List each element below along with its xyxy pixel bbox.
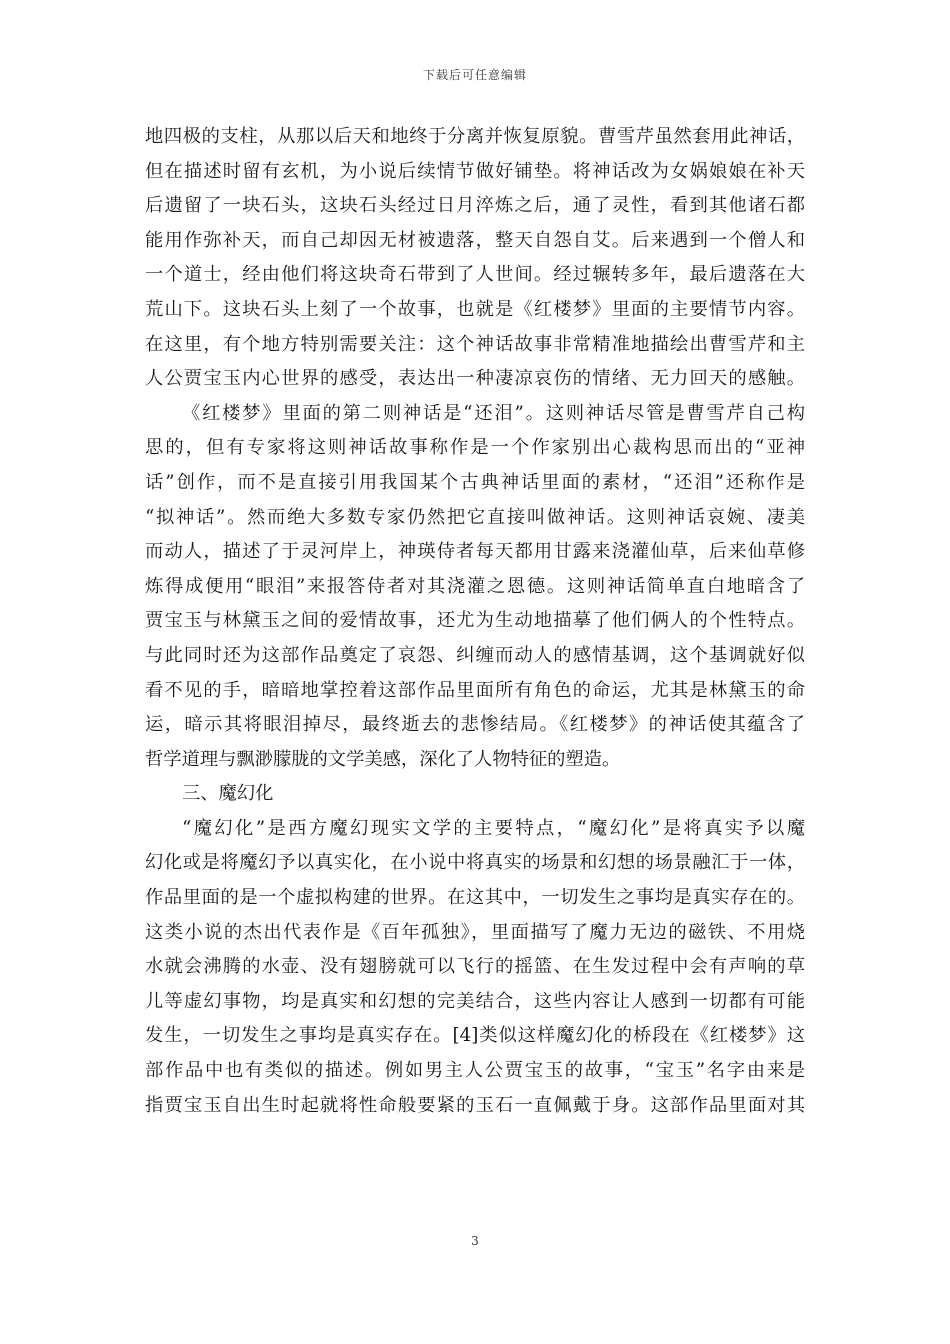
text-line: 作品里面的是一个虚拟构建的世界。在这其中，一切发生之事均是真实存在的。 bbox=[145, 887, 805, 909]
paragraph-start-line: “魔幻化”是西方魔幻现实文学的主要特点，“魔幻化”是将真实予以魔 bbox=[182, 817, 805, 839]
text-line: 看不见的手，暗暗地掌控着这部作品里面所有角色的命运，尤其是林黛玉的命 bbox=[145, 679, 805, 701]
text-line: 思的，但有专家将这则神话故事称作是一个作家别出心裁构思而出的“亚神 bbox=[145, 437, 805, 459]
text-line: 运，暗示其将眼泪掉尽，最终逝去的悲惨结局。《红楼梦》的神话使其蕴含了 bbox=[145, 714, 805, 736]
text-line: 幻化或是将魔幻予以真实化，在小说中将真实的场景和幻想的场景融汇于一体， bbox=[145, 852, 805, 874]
text-line: 话”创作，而不是直接引用我国某个古典神话里面的素材，“还泪”还称作是 bbox=[145, 471, 805, 493]
text-line: 能用作弥补天，而自己却因无材被遗落，整天自怨自艾。后来遇到一个僧人和 bbox=[145, 229, 805, 251]
document-body bbox=[145, 120, 805, 1123]
page-number: 3 bbox=[471, 1234, 479, 1248]
text-line: 部作品中也有类似的描述。例如男主人公贾宝玉的故事，“宝玉”名字由来是 bbox=[145, 1060, 805, 1082]
text-line: 水就会沸腾的水壶、没有翅膀就可以飞行的摇篮、在生发过程中会有声响的草 bbox=[145, 956, 805, 978]
text-line: 这类小说的杰出代表作是《百年孤独》，里面描写了魔力无边的磁铁、不用烧 bbox=[145, 921, 805, 943]
page-header: 下载后可任意编辑 bbox=[422, 68, 527, 82]
text-line: 地四极的支柱，从那以后天和地终于分离并恢复原貌。曹雪芹虽然套用此神话， bbox=[145, 126, 805, 147]
paragraph-end-line: 哲学道理与飘渺朦胧的文学美感，深化了人物特征的塑造。 bbox=[145, 748, 621, 770]
text-line: 发生，一切发生之事均是真实存在。[4]类似这样魔幻化的桥段在《红楼梦》这 bbox=[145, 1025, 805, 1047]
text-line: 在这里，有个地方特别需要关注：这个神话故事非常精准地描绘出曹雪芹和主 bbox=[145, 333, 805, 355]
paragraph-start-line: 《红楼梦》里面的第二则神话是“还泪”。这则神话尽管是曹雪芹自己构 bbox=[182, 402, 805, 424]
text-line: 荒山下。这块石头上刻了一个故事，也就是《红楼梦》里面的主要情节内容。 bbox=[145, 298, 805, 320]
text-line: “拟神话”。然而绝大多数专家仍然把它直接叫做神话。这则神话哀婉、凄美 bbox=[145, 506, 805, 528]
section-heading: 三、魔幻化 bbox=[182, 783, 274, 805]
text-line: 指贾宝玉自出生时起就将性命般要紧的玉石一直佩戴于身。这部作品里面对其 bbox=[145, 1094, 805, 1116]
text-line: 儿等虚幻事物，均是真实和幻想的完美结合，这些内容让人感到一切都有可能 bbox=[145, 990, 805, 1012]
text-line: 而动人，描述了于灵河岸上，神瑛侍者每天都用甘露来浇灌仙草，后来仙草修 bbox=[145, 541, 805, 563]
text-line: 一个道士，经由他们将这块奇石带到了人世间。经过辗转多年，最后遗落在大 bbox=[145, 264, 805, 286]
text-line: 后遗留了一块石头，这块石头经过日月淬炼之后，通了灵性，看到其他诸石都 bbox=[145, 195, 805, 217]
text-line: 但在描述时留有玄机，为小说后续情节做好铺垫。将神话改为女娲娘娘在补天 bbox=[145, 160, 805, 182]
text-line: 贾宝玉与林黛玉之间的爱情故事，还尤为生动地描摹了他们俩人的个性特点。 bbox=[145, 610, 805, 632]
text-line: 与此同时还为这部作品奠定了哀怨、纠缠而动人的感情基调，这个基调就好似 bbox=[145, 644, 805, 666]
text-line: 人公贾宝玉内心世界的感受，表达出一种凄凉哀伤的情绪、无力回天的感触。 bbox=[145, 368, 805, 390]
text-line: 炼得成便用“眼泪”来报答侍者对其浇灌之恩德。这则神话简单直白地暗含了 bbox=[145, 575, 805, 597]
